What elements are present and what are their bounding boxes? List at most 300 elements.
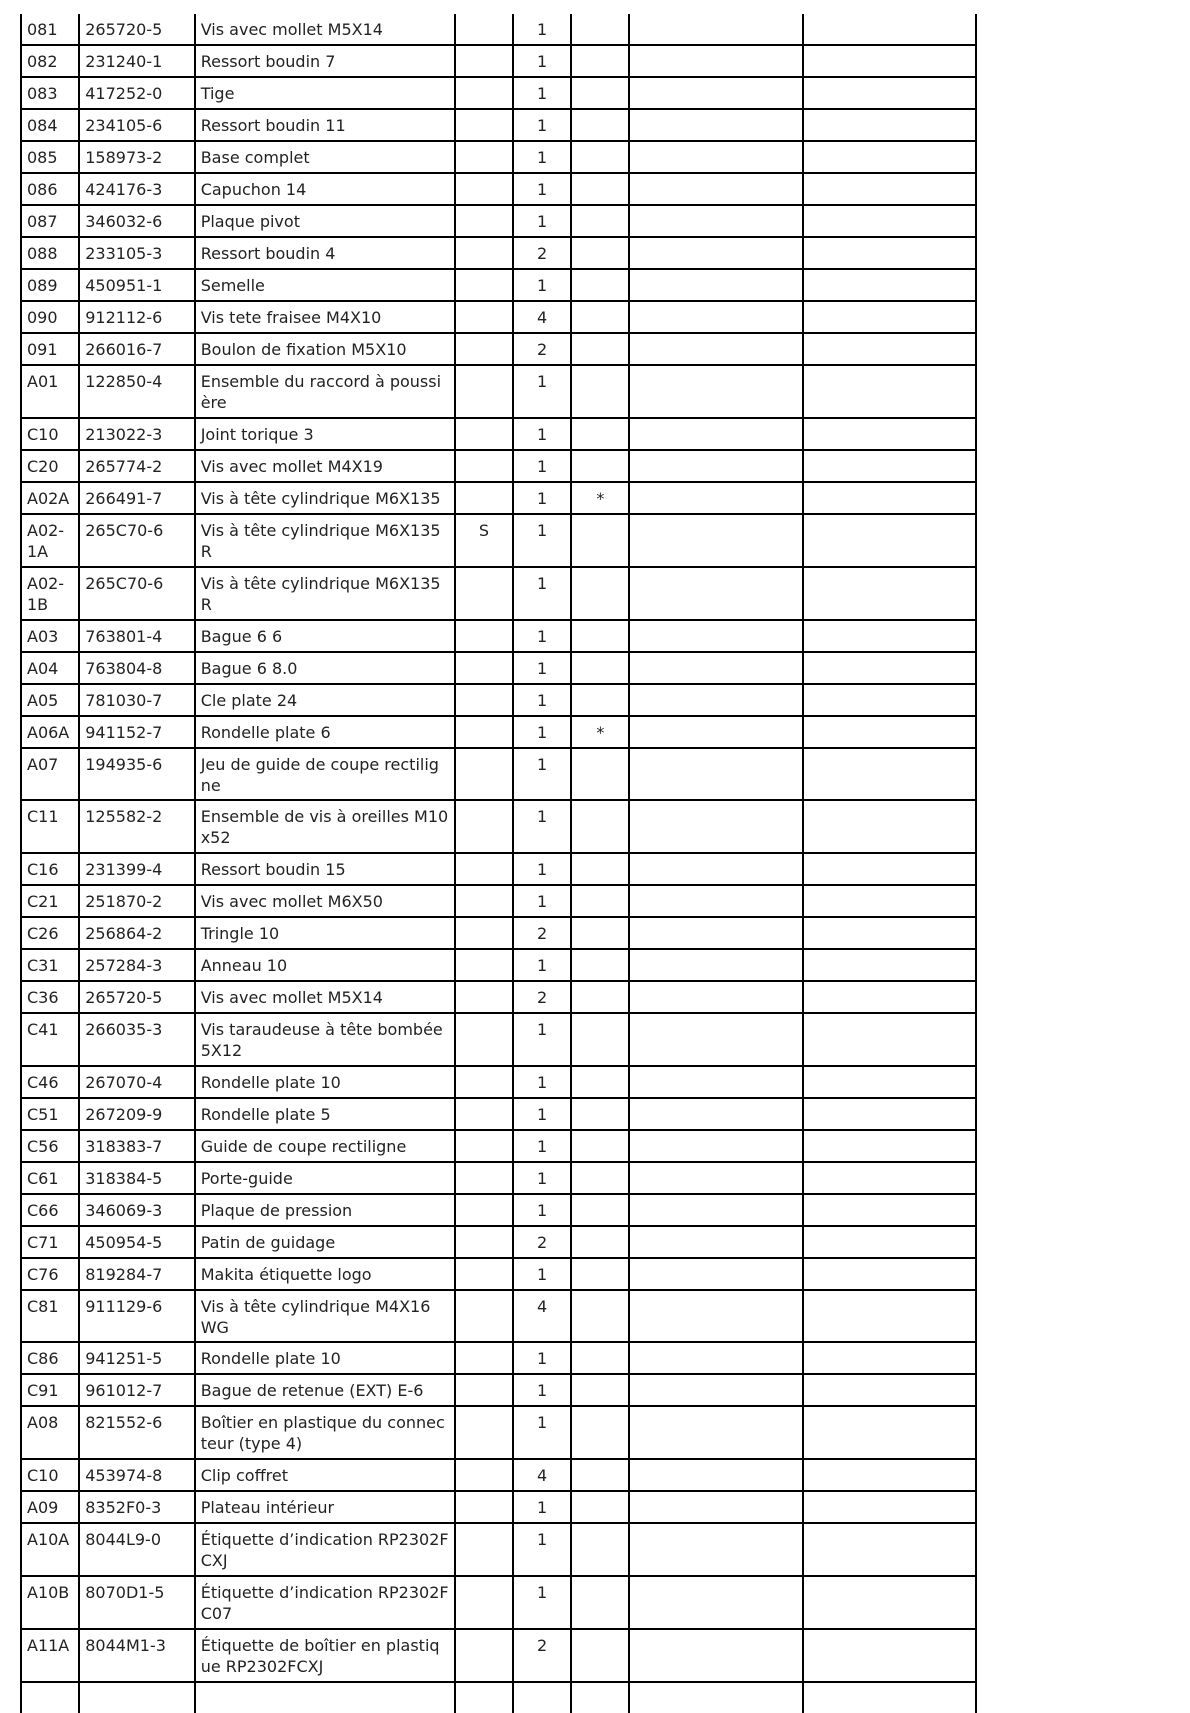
table-row [21,205,976,237]
empty-cell [803,482,976,514]
flag-cell [455,205,513,237]
description-cell: Capuchon 14 [195,173,455,205]
item-number-cell: C20 [21,450,79,482]
table-row [21,45,976,77]
quantity-cell: 1 [513,1130,571,1162]
empty-cell [803,1226,976,1258]
flag-cell [455,652,513,684]
part-number-cell: 318383-7 [79,1130,194,1162]
flag-cell [455,800,513,853]
table-row [21,1491,976,1523]
quantity-cell: 2 [513,1226,571,1258]
empty-cell [629,652,803,684]
item-number-cell: C10 [21,418,79,450]
empty-cell [803,1629,976,1682]
quantity-cell: 1 [513,1342,571,1374]
part-number-cell: 346032-6 [79,205,194,237]
quantity-cell: 1 [513,1258,571,1290]
part-number-cell: 821552-6 [79,1406,194,1459]
part-number-cell: 453974-8 [79,1459,194,1491]
empty-cell [455,1682,513,1713]
quantity-cell: 1 [513,45,571,77]
mark-cell [571,620,629,652]
quantity-cell: 4 [513,1290,571,1342]
flag-cell [455,1130,513,1162]
description-cell: Bague de retenue (EXT) E-6 [195,1374,455,1406]
description-cell: Vis à tête cylindrique M6X135 R [195,514,455,567]
empty-cell [803,748,976,800]
flag-cell: S [455,514,513,567]
flag-cell [455,418,513,450]
quantity-cell: 1 [513,800,571,853]
description-cell: Jeu de guide de coupe rectiligne [195,748,455,800]
quantity-cell: 1 [513,1162,571,1194]
item-number-cell: 086 [21,173,79,205]
description-cell: Ensemble de vis à oreilles M10x52 [195,800,455,853]
description-cell: Vis avec mollet M5X14 [195,14,455,45]
empty-cell [803,14,976,45]
part-number-cell: 256864-2 [79,917,194,949]
item-number-cell: A10A [21,1523,79,1576]
flag-cell [455,748,513,800]
item-number-cell: A02-1A [21,514,79,567]
item-number-cell: 083 [21,77,79,109]
quantity-cell: 1 [513,205,571,237]
mark-cell [571,885,629,917]
item-number-cell: 081 [21,14,79,45]
mark-cell [571,450,629,482]
empty-cell [803,567,976,620]
mark-cell [571,77,629,109]
description-cell: Vis à tête cylindrique M6X135 [195,482,455,514]
mark-cell [571,1098,629,1130]
mark-cell [571,141,629,173]
table-row [21,301,976,333]
flag-cell [455,1290,513,1342]
table-row [21,620,976,652]
empty-cell [629,1162,803,1194]
empty-cell [629,1406,803,1459]
empty-cell [629,917,803,949]
quantity-cell: 1 [513,1491,571,1523]
empty-cell [803,173,976,205]
flag-cell [455,949,513,981]
empty-cell [803,981,976,1013]
empty-cell [629,1098,803,1130]
empty-cell [629,1258,803,1290]
empty-cell [629,981,803,1013]
flag-cell [455,1523,513,1576]
table-row [21,333,976,365]
mark-cell [571,1523,629,1576]
part-number-cell: 265720-5 [79,14,194,45]
description-cell: Vis taraudeuse à tête bombée 5X12 [195,1013,455,1066]
empty-cell [803,652,976,684]
item-number-cell: 084 [21,109,79,141]
table-row [21,1013,976,1066]
flag-cell [455,1258,513,1290]
flag-cell [455,567,513,620]
mark-cell [571,652,629,684]
flag-cell [455,716,513,748]
quantity-cell: 2 [513,333,571,365]
empty-cell [803,333,976,365]
description-cell: Tringle 10 [195,917,455,949]
mark-cell [571,1290,629,1342]
quantity-cell: 1 [513,567,571,620]
empty-cell [803,1258,976,1290]
flag-cell [455,301,513,333]
quantity-cell: 2 [513,981,571,1013]
flag-cell [455,141,513,173]
item-number-cell: A04 [21,652,79,684]
table-row [21,1342,976,1374]
quantity-cell: 1 [513,173,571,205]
quantity-cell: 4 [513,301,571,333]
flag-cell [455,1098,513,1130]
empty-cell [803,365,976,418]
part-number-cell: 941251-5 [79,1342,194,1374]
flag-cell [455,1406,513,1459]
quantity-cell: 1 [513,418,571,450]
mark-cell [571,14,629,45]
flag-cell [455,1013,513,1066]
empty-cell [79,1682,194,1713]
mark-cell [571,748,629,800]
item-number-cell: C91 [21,1374,79,1406]
table-row [21,141,976,173]
part-number-cell: 8070D1-5 [79,1576,194,1629]
item-number-cell: C26 [21,917,79,949]
empty-cell [803,1342,976,1374]
mark-cell: * [571,482,629,514]
empty-cell [803,1098,976,1130]
table-row [21,1130,976,1162]
mark-cell [571,949,629,981]
empty-cell [21,1682,79,1713]
empty-cell [629,365,803,418]
table-row [21,482,976,514]
description-cell: Vis tete fraisee M4X10 [195,301,455,333]
flag-cell [455,1491,513,1523]
empty-cell [803,853,976,885]
quantity-cell: 1 [513,1066,571,1098]
part-number-cell: 231240-1 [79,45,194,77]
item-number-cell: C76 [21,1258,79,1290]
table-row [21,109,976,141]
description-cell: Guide de coupe rectiligne [195,1130,455,1162]
empty-cell [803,1682,976,1713]
empty-cell [803,77,976,109]
mark-cell [571,514,629,567]
item-number-cell: 088 [21,237,79,269]
empty-cell [803,1491,976,1523]
mark-cell [571,981,629,1013]
parts-table [20,14,977,1713]
empty-cell [803,1130,976,1162]
empty-cell [629,1374,803,1406]
mark-cell [571,1406,629,1459]
table-row [21,1162,976,1194]
item-number-cell: A07 [21,748,79,800]
empty-cell [803,1194,976,1226]
empty-cell [629,77,803,109]
description-cell: Vis à tête cylindrique M4X16 WG [195,1290,455,1342]
part-number-cell: 266016-7 [79,333,194,365]
table-row [21,800,976,853]
empty-cell [629,716,803,748]
mark-cell [571,1258,629,1290]
flag-cell [455,173,513,205]
empty-cell [629,14,803,45]
quantity-cell: 2 [513,1629,571,1682]
table-row [21,14,976,45]
description-cell: Plaque de pression [195,1194,455,1226]
mark-cell [571,1194,629,1226]
flag-cell [455,1629,513,1682]
part-number-cell: 231399-4 [79,853,194,885]
table-row [21,173,976,205]
quantity-cell: 1 [513,14,571,45]
mark-cell [571,853,629,885]
quantity-cell: 1 [513,482,571,514]
part-number-cell: 941152-7 [79,716,194,748]
quantity-cell: 1 [513,853,571,885]
flag-cell [455,853,513,885]
empty-cell [629,1523,803,1576]
flag-cell [455,1459,513,1491]
quantity-cell: 1 [513,1523,571,1576]
flag-cell [455,269,513,301]
empty-cell [629,1194,803,1226]
mark-cell [571,800,629,853]
table-row [21,1374,976,1406]
table-row-empty [21,1682,976,1713]
empty-cell [629,684,803,716]
part-number-cell: 234105-6 [79,109,194,141]
description-cell: Étiquette d’indication RP2302FCXJ [195,1523,455,1576]
item-number-cell: A09 [21,1491,79,1523]
item-number-cell: C36 [21,981,79,1013]
empty-cell [629,1682,803,1713]
table-row [21,917,976,949]
part-number-cell: 912112-6 [79,301,194,333]
description-cell: Plateau intérieur [195,1491,455,1523]
description-cell: Cle plate 24 [195,684,455,716]
empty-cell [803,1013,976,1066]
flag-cell [455,1576,513,1629]
quantity-cell: 1 [513,109,571,141]
flag-cell [455,684,513,716]
empty-cell [803,418,976,450]
mark-cell [571,205,629,237]
flag-cell [455,77,513,109]
item-number-cell: C46 [21,1066,79,1098]
quantity-cell: 1 [513,748,571,800]
mark-cell [571,333,629,365]
description-cell: Ensemble du raccord à poussière [195,365,455,418]
part-number-cell: 763801-4 [79,620,194,652]
part-number-cell: 233105-3 [79,237,194,269]
empty-cell [803,141,976,173]
table-row [21,1629,976,1682]
quantity-cell: 1 [513,1194,571,1226]
mark-cell: * [571,716,629,748]
item-number-cell: 091 [21,333,79,365]
table-row [21,981,976,1013]
part-number-cell: 266491-7 [79,482,194,514]
description-cell: Étiquette de boîtier en plastique RP2302FCXJ [195,1629,455,1682]
description-cell: Anneau 10 [195,949,455,981]
mark-cell [571,109,629,141]
part-number-cell: 267070-4 [79,1066,194,1098]
item-number-cell: C71 [21,1226,79,1258]
table-row [21,1459,976,1491]
mark-cell [571,301,629,333]
table-row [21,237,976,269]
empty-cell [629,800,803,853]
empty-cell [629,205,803,237]
table-row [21,1194,976,1226]
empty-cell [513,1682,571,1713]
quantity-cell: 1 [513,514,571,567]
empty-cell [629,301,803,333]
table-row [21,269,976,301]
quantity-cell: 1 [513,141,571,173]
empty-cell [803,800,976,853]
table-row [21,949,976,981]
part-number-cell: 257284-3 [79,949,194,981]
mark-cell [571,237,629,269]
empty-cell [803,450,976,482]
quantity-cell: 1 [513,949,571,981]
empty-cell [629,333,803,365]
empty-cell [629,109,803,141]
quantity-cell: 1 [513,885,571,917]
description-cell: Rondelle plate 10 [195,1342,455,1374]
quantity-cell: 4 [513,1459,571,1491]
empty-cell [803,1066,976,1098]
flag-cell [455,1374,513,1406]
table-row [21,748,976,800]
description-cell: Bague 6 6 [195,620,455,652]
table-row [21,716,976,748]
table-row [21,684,976,716]
empty-cell [803,1374,976,1406]
table-row [21,418,976,450]
flag-cell [455,1226,513,1258]
parts-table-body [21,14,976,1713]
item-number-cell: C21 [21,885,79,917]
table-row [21,1290,976,1342]
part-number-cell: 8044L9-0 [79,1523,194,1576]
flag-cell [455,109,513,141]
part-number-cell: 213022-3 [79,418,194,450]
description-cell: Vis avec mollet M4X19 [195,450,455,482]
flag-cell [455,14,513,45]
part-number-cell: 346069-3 [79,1194,194,1226]
empty-cell [803,1290,976,1342]
description-cell: Vis à tête cylindrique M6X135 R [195,567,455,620]
part-number-cell: 251870-2 [79,885,194,917]
part-number-cell: 450951-1 [79,269,194,301]
description-cell: Vis avec mollet M6X50 [195,885,455,917]
empty-cell [629,418,803,450]
empty-cell [803,301,976,333]
item-number-cell: C31 [21,949,79,981]
empty-cell [803,269,976,301]
mark-cell [571,418,629,450]
table-row [21,1523,976,1576]
description-cell: Tige [195,77,455,109]
empty-cell [803,109,976,141]
table-row [21,567,976,620]
flag-cell [455,237,513,269]
mark-cell [571,1342,629,1374]
empty-cell [803,917,976,949]
flag-cell [455,620,513,652]
table-row [21,1258,976,1290]
quantity-cell: 2 [513,237,571,269]
item-number-cell: 089 [21,269,79,301]
flag-cell [455,45,513,77]
empty-cell [629,269,803,301]
table-row [21,1066,976,1098]
table-row [21,885,976,917]
item-number-cell: C56 [21,1130,79,1162]
description-cell: Rondelle plate 5 [195,1098,455,1130]
description-cell: Vis avec mollet M5X14 [195,981,455,1013]
empty-cell [803,1406,976,1459]
part-number-cell: 265774-2 [79,450,194,482]
quantity-cell: 2 [513,917,571,949]
part-number-cell: 122850-4 [79,365,194,418]
table-row [21,77,976,109]
part-number-cell: 125582-2 [79,800,194,853]
description-cell: Ressort boudin 11 [195,109,455,141]
flag-cell [455,1066,513,1098]
empty-cell [803,237,976,269]
mark-cell [571,1130,629,1162]
item-number-cell: A06A [21,716,79,748]
flag-cell [455,885,513,917]
item-number-cell: C61 [21,1162,79,1194]
quantity-cell: 1 [513,684,571,716]
part-number-cell: 417252-0 [79,77,194,109]
part-number-cell: 194935-6 [79,748,194,800]
empty-cell [629,1066,803,1098]
mark-cell [571,365,629,418]
part-number-cell: 424176-3 [79,173,194,205]
part-number-cell: 450954-5 [79,1226,194,1258]
description-cell: Clip coffret [195,1459,455,1491]
quantity-cell: 1 [513,1406,571,1459]
empty-cell [803,620,976,652]
table-row [21,1576,976,1629]
empty-cell [629,853,803,885]
part-number-cell: 265C70-6 [79,567,194,620]
table-row [21,514,976,567]
empty-cell [803,1162,976,1194]
part-number-cell: 267209-9 [79,1098,194,1130]
empty-cell [803,1576,976,1629]
empty-cell [629,1629,803,1682]
description-cell: Joint torique 3 [195,418,455,450]
mark-cell [571,1576,629,1629]
item-number-cell: A08 [21,1406,79,1459]
part-number-cell: 819284-7 [79,1258,194,1290]
mark-cell [571,173,629,205]
